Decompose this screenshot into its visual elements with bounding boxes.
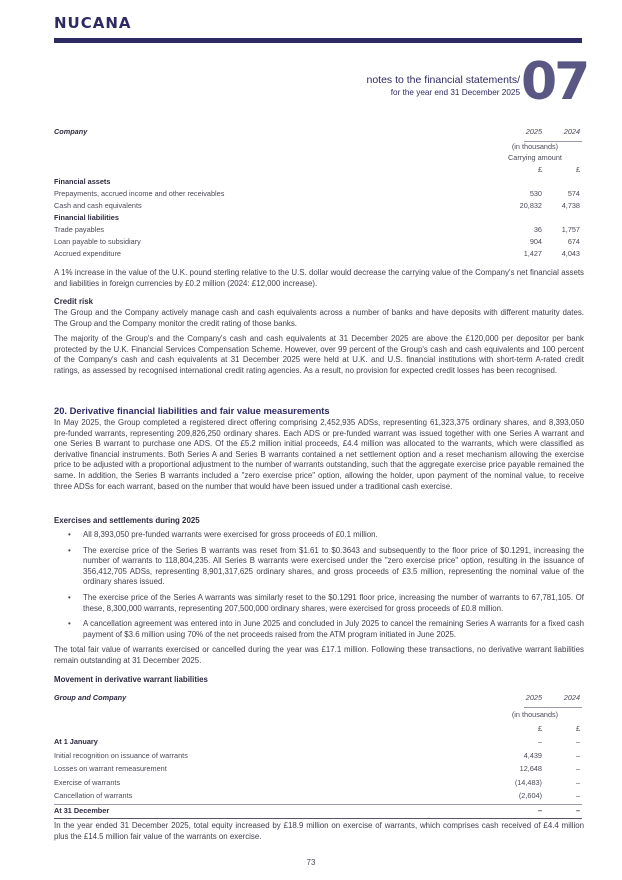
value-2025: 530 [529,189,542,198]
table-row [54,200,582,212]
value-2025: 904 [529,237,542,246]
currency-2024: £ [575,724,580,733]
units-caption: (in thousands) [511,142,559,151]
credit-risk-heading: Credit risk [54,297,94,306]
row-label: Cash and cash equivalents [54,201,142,210]
value-2024: – [575,791,580,800]
list-item [66,546,584,588]
bullet-icon: • [68,545,71,555]
company-logo: NUCANA [54,14,132,32]
row-label: At 1 January [54,737,98,746]
column-header-2024: 2024 [563,127,580,136]
table-row [54,763,582,777]
currency-2024: £ [575,165,580,174]
row-label: Loan payable to subsidiary [54,237,141,246]
value-2024: – [575,777,580,787]
table-label: Company [54,127,88,136]
value-2025: – [537,805,542,815]
caption-row [54,142,582,153]
caption-row [54,153,582,164]
value-2024: – [575,737,580,746]
value-2024: 574 [567,189,580,198]
bullet-icon: • [68,592,71,602]
exercises-heading: Exercises and settlements during 2025 [54,516,200,525]
fx-sensitivity-paragraph: A 1% increase in the value of the U.K. pound sterling relative to the U.S. dollar would decrease the carrying value of the Company's net financial assets and liabilities in foreign currencies by £0.2 million (2024: £12,000 increase). [54,268,584,288]
column-header-2025: 2025 [525,693,542,702]
table-row [54,236,582,248]
value-2025: (2,604) [518,791,542,800]
row-label: Financial liabilities [54,213,119,222]
value-2025: 1,427 [523,249,542,258]
column-header-2025: 2025 [525,127,542,136]
table-row [54,224,582,236]
chapter-title: notes to the financial statements/ [366,74,520,86]
exercises-list [66,530,584,645]
table-row [54,176,582,188]
value-2025: 20,832 [519,201,542,210]
value-2025: (14,483) [514,777,542,787]
value-2024: – [575,750,580,760]
value-2024: – [575,764,580,773]
list-item-text: The exercise price of the Series A warrants was similarly reset to the $0.1291 floor price, increasing the number of warrants to 67,781,105. Of these, 8,300,000 warrants, representing 207,500,000 ordinary shares, were exercised for gross proceeds of £0.8 million. [83,592,584,613]
table-row [54,750,582,764]
currency-row [54,164,582,176]
chapter-number: 07 [521,52,588,112]
row-label: Prepayments, accrued income and other receivables [54,189,225,198]
currency-row [54,722,582,736]
value-2024: – [575,805,580,815]
row-label: Exercise of warrants [54,777,121,787]
table-header-row [54,126,582,138]
row-label: Initial recognition on issuance of warrants [54,750,188,760]
company-financial-table [54,126,582,260]
list-item-text: All 8,393,050 pre-funded warrants were exercised for gross proceeds of £0.1 million. [83,530,378,539]
currency-2025: £ [537,724,542,733]
value-2025: 12,648 [519,764,542,773]
table-row [54,212,582,224]
currency-2025: £ [537,165,542,174]
table-row [54,777,582,791]
column-header-2024: 2024 [563,693,580,702]
table-row [54,790,582,805]
bullet-icon: • [68,619,71,629]
page-number: 73 [306,858,316,867]
credit-risk-paragraph-1: The Group and the Company actively manage cash and cash equivalents across a number of banks and have deposits with different maturity dates. The Group and the Company monitor the credit rating of those banks. [54,308,584,328]
row-label: Trade payables [54,225,105,234]
row-label: Financial assets [54,177,111,186]
row-label: Accrued expenditure [54,249,121,258]
value-2025: – [537,737,542,746]
table-row [54,188,582,200]
credit-risk-paragraph-2: The majority of the Group's and the Company's cash and cash equivalents at 31 December 2025 are above the £120,000 per depositor per bank protected by the U.K. Financial Services Compensation Scheme. However, over 99 percent of the Group's cash and cash equivalents and 100 percent of the Company's cash and cash equivalents at 31 December 2025 were held at U.K. and U.S. financial institutions with short-term A-rated credit ratings, as assessed by recognised international credit rating agencies. As a result, no provision for expected credit losses has been recognised. [54,334,584,375]
table-row [54,805,582,820]
carrying-amount-caption: Carrying amount [508,153,562,162]
row-label: Losses on warrant remeasurement [54,764,167,773]
total-fair-value-paragraph: The total fair value of warrants exercised or cancelled during the year was £17.1 million. Following these transactions, no derivative warrant liabilities remain outstanding at 31 December 2025. [54,645,584,665]
table-header-row [54,692,582,704]
table-row [54,248,582,260]
value-2025: 4,439 [523,750,542,760]
table-row [54,736,582,750]
bullet-icon: • [68,530,71,539]
value-2024: 4,738 [561,201,580,210]
list-item [66,619,584,640]
section-20-heading: 20. Derivative financial liabilities and fair value measurements [54,405,330,416]
value-2024: 1,757 [561,225,580,234]
section-20-paragraph: In May 2025, the Group completed a registered direct offering comprising 2,452,935 ADSs, representing 61,323,375 ordinary shares, and 8,393,050 pre-funded warrants, representing 209,826,250 ordinary shares. Each ADS or pre-funded warrant was issued together with one Series A warrant and one Series B warrant to purchase one ADS. Of the £5.2 million initial proceeds, £4.4 million was allocated to the warrants, which were classified as derivative financial instruments. Both Series A and Series B warrants contained a net settlement option and a reset mechanism allowing the exercise price to be adjusted with a proportional adjustment to the number of warrants outstanding, such that the aggregate exercise price payable remained the same. In addition, the Series B warrants included a "zero exercise price" option, allowing the holder, upon payment of the nominal value, to receive three ADSs for each warrant, based on the number that would have been issued under a traditional cash exercise. [54,418,584,491]
chapter-subtitle: for the year end 31 December 2025 [390,88,520,97]
equity-paragraph: In the year ended 31 December 2025, total equity increased by £18.9 million on exercise of warrants, which comprises cash received of £4.4 million plus the £14.5 million fair value of the warrants on exercise. [54,821,584,841]
list-item [66,530,584,541]
row-label: Cancellation of warrants [54,791,133,800]
header-bar [54,38,582,43]
list-item [66,593,584,614]
caption-row [54,708,582,722]
value-2024: 4,043 [561,249,580,258]
row-label: At 31 December [54,805,110,815]
list-item-text: The exercise price of the Series B warrants was reset from $1.61 to $0.3643 and subsequently to the floor price of $0.1291, increasing the number of warrants to 118,804,235. All Series B warrants were exercised under the "zero exercise price" option, resulting in the issuance of 356,412,705 ADSs, representing 8,901,317,625 ordinary shares, and gross proceeds of £3.5 million, representing the nominal value of the ordinary shares issued. [83,545,584,587]
list-item-text: A cancellation agreement was entered into in June 2025 and concluded in July 2025 to cancel the remaining Series A warrants for a fixed cash payment of $3.6 million using 70% of the net proceeds raised from the ATM program initiated in June 2025. [83,619,584,639]
table-label: Group and Company [54,693,127,702]
warrant-movement-table [54,692,582,819]
value-2024: 674 [567,237,580,246]
chapter-heading [330,74,520,98]
movement-heading: Movement in derivative warrant liabilities [54,675,208,684]
units-caption: (in thousands) [511,710,559,719]
value-2025: 36 [533,225,542,234]
